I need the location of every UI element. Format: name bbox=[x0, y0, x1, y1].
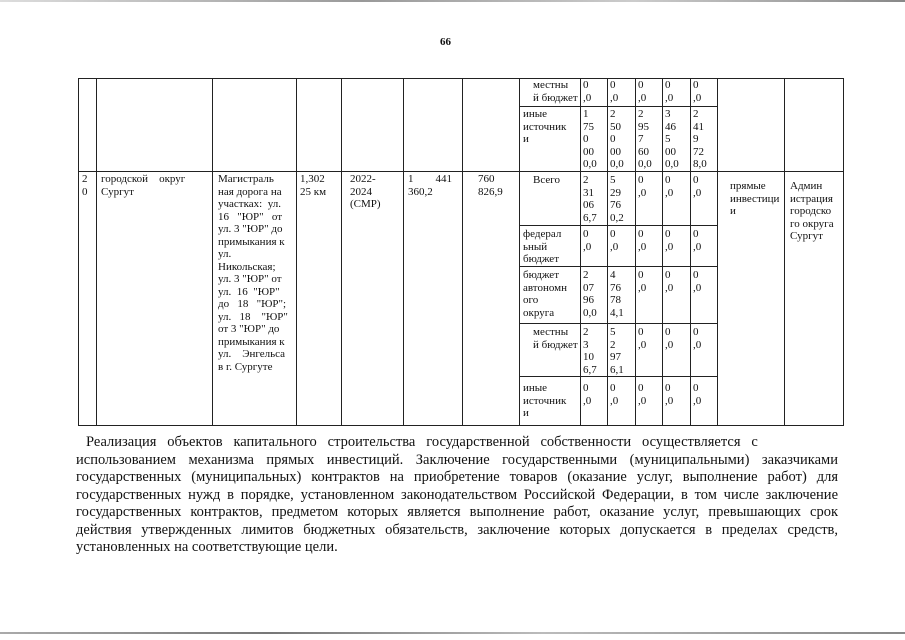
col-divider bbox=[607, 78, 608, 426]
value-cell: 0 ,0 bbox=[638, 79, 647, 104]
value-cell: 0 ,0 bbox=[638, 228, 647, 253]
investment-table bbox=[78, 78, 844, 426]
source-label: местны й бюджет bbox=[533, 79, 578, 104]
value-cell: 3 46 5 00 0,0 bbox=[665, 108, 679, 170]
col-divider bbox=[519, 78, 520, 426]
value-cell: 0 ,0 bbox=[638, 326, 647, 351]
col-divider bbox=[341, 78, 342, 426]
value-cell: 0 ,0 bbox=[665, 79, 674, 104]
capacity: 1,302 25 км bbox=[300, 173, 327, 198]
value-cell: 0 ,0 bbox=[693, 228, 702, 253]
row-divider-carry bbox=[519, 106, 717, 107]
value-cell: 0 ,0 bbox=[665, 174, 674, 199]
value-cell: 0 ,0 bbox=[638, 269, 647, 294]
value-cell: 2 3 10 6,7 bbox=[583, 326, 597, 376]
source-label: Всего bbox=[533, 174, 560, 186]
value-cell: 0 ,0 bbox=[583, 382, 592, 407]
value-cell: 0 ,0 bbox=[665, 269, 674, 294]
scan-edge-top bbox=[0, 0, 905, 2]
value-cell: 0 ,0 bbox=[610, 79, 619, 104]
value-cell: 0 ,0 bbox=[638, 382, 647, 407]
row-divider-4 bbox=[519, 376, 717, 377]
col-divider bbox=[662, 78, 663, 426]
col-divider bbox=[296, 78, 297, 426]
value-cell: 0 ,0 bbox=[693, 326, 702, 351]
col-divider bbox=[462, 78, 463, 426]
remaining-cost: 760 826,9 bbox=[478, 173, 503, 198]
source-label: иные источник и bbox=[523, 382, 567, 419]
estimated-cost: 1 441 360,2 bbox=[408, 173, 452, 198]
value-cell: 2 31 06 6,7 bbox=[583, 174, 597, 224]
col-divider bbox=[212, 78, 213, 426]
row-divider-item bbox=[78, 171, 844, 172]
col-divider bbox=[580, 78, 581, 426]
value-cell: 0 ,0 bbox=[665, 326, 674, 351]
paragraph-first-line: Реализация объектов капитального строительства государственной собственности осуществляется с bbox=[86, 434, 758, 450]
value-cell: 2 07 96 0,0 bbox=[583, 269, 597, 319]
value-cell: 0 ,0 bbox=[583, 79, 592, 104]
source-label: федерал ьный бюджет bbox=[523, 228, 562, 265]
paragraph-text: использованием механизма прямых инвестиций. Заключение государственными (муниципальными) заказчиками государственных (муниципальных) контрактов на приобретение товаров (оказание услуг, выполнение работ) для государственных нужд в порядке, установленном законодательством Российской Федерации, в том числе заключение государственных контрактов, предметом которых является выполнение работ, оказание услуг, превышающих срок действия утвержденных лимитов бюджетных обязательств, заключение которых допускается в пределах средств, установленных на соответствующие цели. bbox=[76, 451, 838, 555]
value-cell: 0 ,0 bbox=[693, 174, 702, 199]
scan-edge-bottom bbox=[0, 632, 905, 634]
value-cell: 0 ,0 bbox=[610, 228, 619, 253]
value-cell: 2 41 9 72 8,0 bbox=[693, 108, 707, 170]
recipient: городской округ Сургут bbox=[101, 173, 186, 198]
investment-form: прямые инвестици и bbox=[730, 180, 780, 217]
col-divider bbox=[717, 78, 718, 426]
source-label: иные источник и bbox=[523, 108, 567, 145]
page-number: 66 bbox=[440, 36, 451, 48]
col-divider bbox=[96, 78, 97, 426]
row-divider-3 bbox=[519, 323, 717, 324]
table-border-bottom bbox=[78, 425, 844, 426]
body-paragraph bbox=[76, 434, 838, 557]
value-cell: 0 ,0 bbox=[693, 269, 702, 294]
object-description: Магистраль ная дорога на участках: ул. 16 "ЮР" от ул. 3 "ЮР" до примыкания к ул. Никольская; ул. 3 "ЮР" от ул. 16 "ЮР" до 18 "ЮР"; ул. 18 "ЮР" от 3 "ЮР" до примыкания к ул. Энгельса в г. Сургуте bbox=[218, 173, 288, 373]
row-divider-1 bbox=[519, 225, 717, 226]
value-cell: 4 76 78 4,1 bbox=[610, 269, 624, 319]
source-label: бюджет автономн ого округа bbox=[523, 269, 567, 319]
source-label: местны й бюджет bbox=[533, 326, 578, 351]
table-border-right bbox=[843, 78, 844, 426]
value-cell: 0 ,0 bbox=[583, 228, 592, 253]
period: 2022- 2024 (СМР) bbox=[350, 173, 381, 210]
col-divider bbox=[784, 78, 785, 426]
col-divider bbox=[635, 78, 636, 426]
value-cell: 0 ,0 bbox=[693, 79, 702, 104]
table-border-top bbox=[78, 78, 844, 79]
row-divider-2 bbox=[519, 266, 717, 267]
value-cell: 5 29 76 0,2 bbox=[610, 174, 624, 224]
value-cell: 1 75 0 00 0,0 bbox=[583, 108, 597, 170]
value-cell: 0 ,0 bbox=[638, 174, 647, 199]
col-divider bbox=[403, 78, 404, 426]
table-border-left bbox=[78, 78, 79, 426]
item-number: 2 0 bbox=[82, 173, 88, 198]
value-cell: 0 ,0 bbox=[693, 382, 702, 407]
value-cell: 0 ,0 bbox=[665, 382, 674, 407]
value-cell: 2 95 7 60 0,0 bbox=[638, 108, 652, 170]
value-cell: 0 ,0 bbox=[610, 382, 619, 407]
customer: Админ истрация городско го округа Сургут bbox=[790, 180, 834, 242]
value-cell: 2 50 0 00 0,0 bbox=[610, 108, 624, 170]
col-divider bbox=[690, 78, 691, 426]
value-cell: 0 ,0 bbox=[665, 228, 674, 253]
value-cell: 5 2 97 6,1 bbox=[610, 326, 624, 376]
